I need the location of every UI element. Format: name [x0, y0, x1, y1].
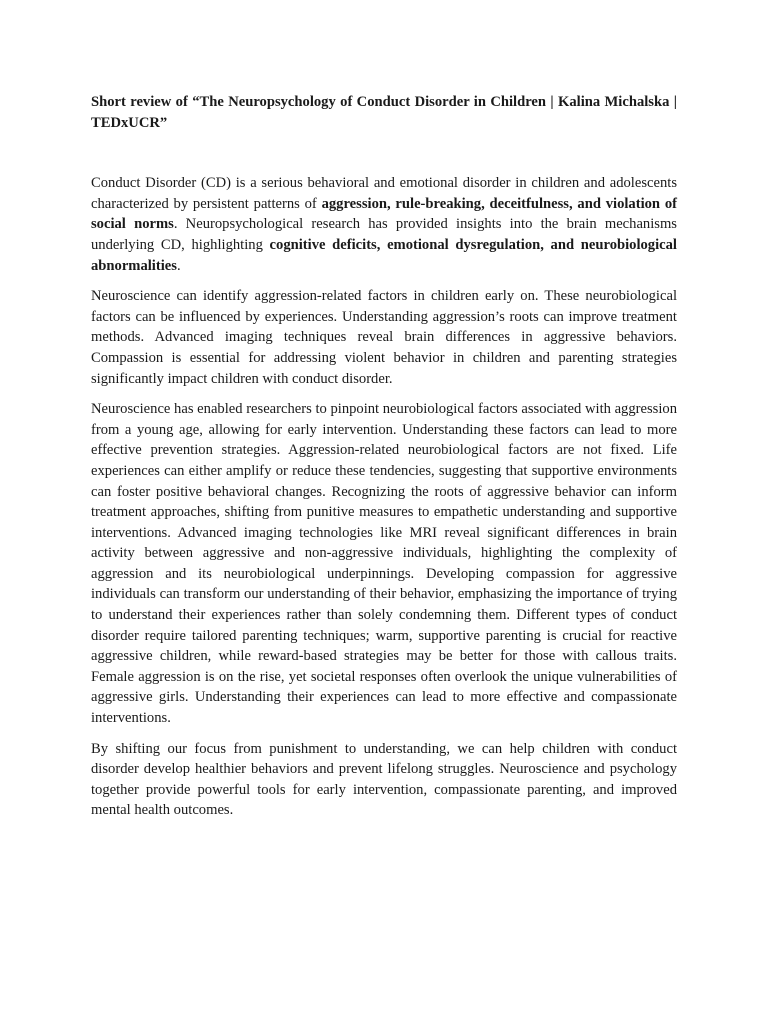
paragraph-intro-text-1: Conduct Disorder (CD) is a serious behavioral and emotional disorder in children and adolescents characterized by persistent patterns of	[91, 175, 677, 212]
paragraph-intro	[91, 173, 677, 276]
paragraph-detail: Neuroscience has enabled researchers to pinpoint neurobiological factors associated with aggression from a young age, allowing for early intervention. Understanding these factors can lead to more effective prevention strategies. Aggression-related neurobiological factors are not fixed. Life experiences can either amplify or reduce these tendencies, suggesting that supportive environments can foster positive behavioral changes. Recognizing the roots of aggressive behavior can inform treatment approaches, shifting from punitive measures to empathetic understanding and supportive interventions. Advanced imaging technologies like MRI reveal significant differences in brain activity between aggressive and non-aggressive individuals, highlighting the complexity of aggression and its neurobiological underpinnings. Developing compassion for aggressive individuals can transform our understanding of their behavior, emphasizing the importance of trying to understand their experiences rather than solely condemning them. Different types of conduct disorder require tailored parenting techniques; warm, supportive parenting is crucial for reactive aggressive children, while reward-based strategies may be better for those with callous traits. Female aggression is on the rise, yet societal responses often overlook the unique vulnerabilities of aggressive girls. Understanding their experiences can lead to more effective and compassionate interventions.	[91, 401, 677, 727]
paragraph-intro-text-3: .	[176, 257, 181, 274]
paragraph-intro-bold-2: cognitive deficits, emotional dysregulation, and neurobiological abnormalities	[91, 236, 677, 274]
paragraph-conclusion: By shifting our focus from punishment to understanding, we can help children with conduct disorder develop healthier behaviors and prevent lifelong struggles. Neuroscience and psychology together provide powerful tools for early intervention, compassionate parenting, and improved mental health outcomes.	[91, 740, 677, 819]
paragraph-summary: Neuroscience can identify aggression-related factors in children early on. These neurobiological factors can be influenced by experiences. Understanding aggression’s roots can improve treatment methods. Advanced imaging techniques reveal brain differences in aggressive behaviors. Compassion is essential for addressing violent behavior in children and parenting strategies significantly impact children with conduct disorder.	[91, 288, 677, 387]
paragraph-intro-bold-1: aggression, rule-breaking, deceitfulness, and violation of social norms	[91, 195, 677, 233]
document-body	[91, 92, 677, 821]
document-title: Short review of “The Neuropsychology of Conduct Disorder in Children | Kalina Michalska | TEDxUCR”	[91, 94, 677, 131]
paragraph-intro-text-2: . Neuropsychological research has provided insights into the brain mechanisms underlying CD, highlighting	[91, 216, 677, 253]
